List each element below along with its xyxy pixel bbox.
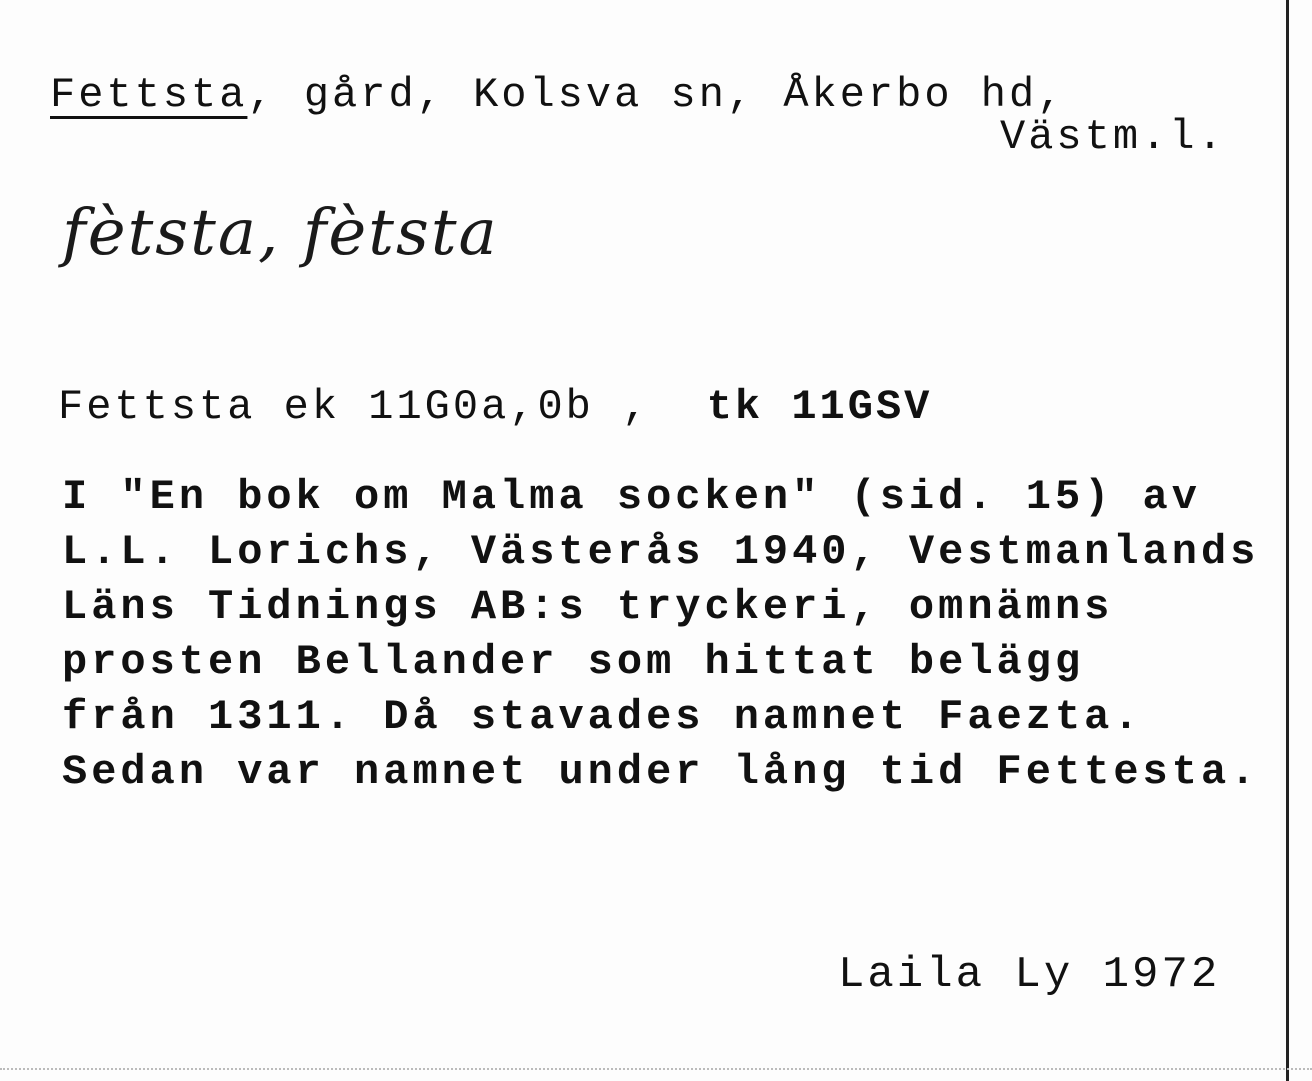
pronunciation-handwritten: fètsta, fètsta: [62, 196, 499, 270]
body-line: I "En bok om Malma socken" (sid. 15) av: [62, 473, 1201, 521]
reference-ek: 11G0a,0b ,: [368, 383, 651, 431]
heading-county: Västm.l.: [1000, 113, 1226, 161]
signature: Laila Ly 1972: [838, 950, 1221, 1000]
reference-prefix: Fettsta ek: [58, 383, 369, 431]
headword: Fettsta: [50, 71, 248, 119]
body-line: L.L. Lorichs, Västerås 1940, Vestmanlands: [62, 528, 1260, 576]
card-bottom-edge: [0, 1068, 1312, 1070]
body-line: Sedan var namnet under lång tid Fettesta.: [62, 748, 1260, 796]
body-line: prosten Bellander som hittat belägg: [62, 638, 1085, 686]
body-line: från 1311. Då stavades namnet Faezta.: [62, 693, 1143, 741]
body-line: Läns Tidnings AB:s tryckeri, omnämns: [62, 583, 1114, 631]
card-right-edge: [1286, 0, 1289, 1081]
heading-rest: , gård, Kolsva sn, Åkerbo hd,: [247, 71, 1066, 119]
body-paragraph: [62, 470, 1282, 800]
reference-tk: tk 11GSV: [706, 383, 933, 431]
map-reference: [58, 383, 933, 431]
heading-line: [50, 71, 1066, 119]
